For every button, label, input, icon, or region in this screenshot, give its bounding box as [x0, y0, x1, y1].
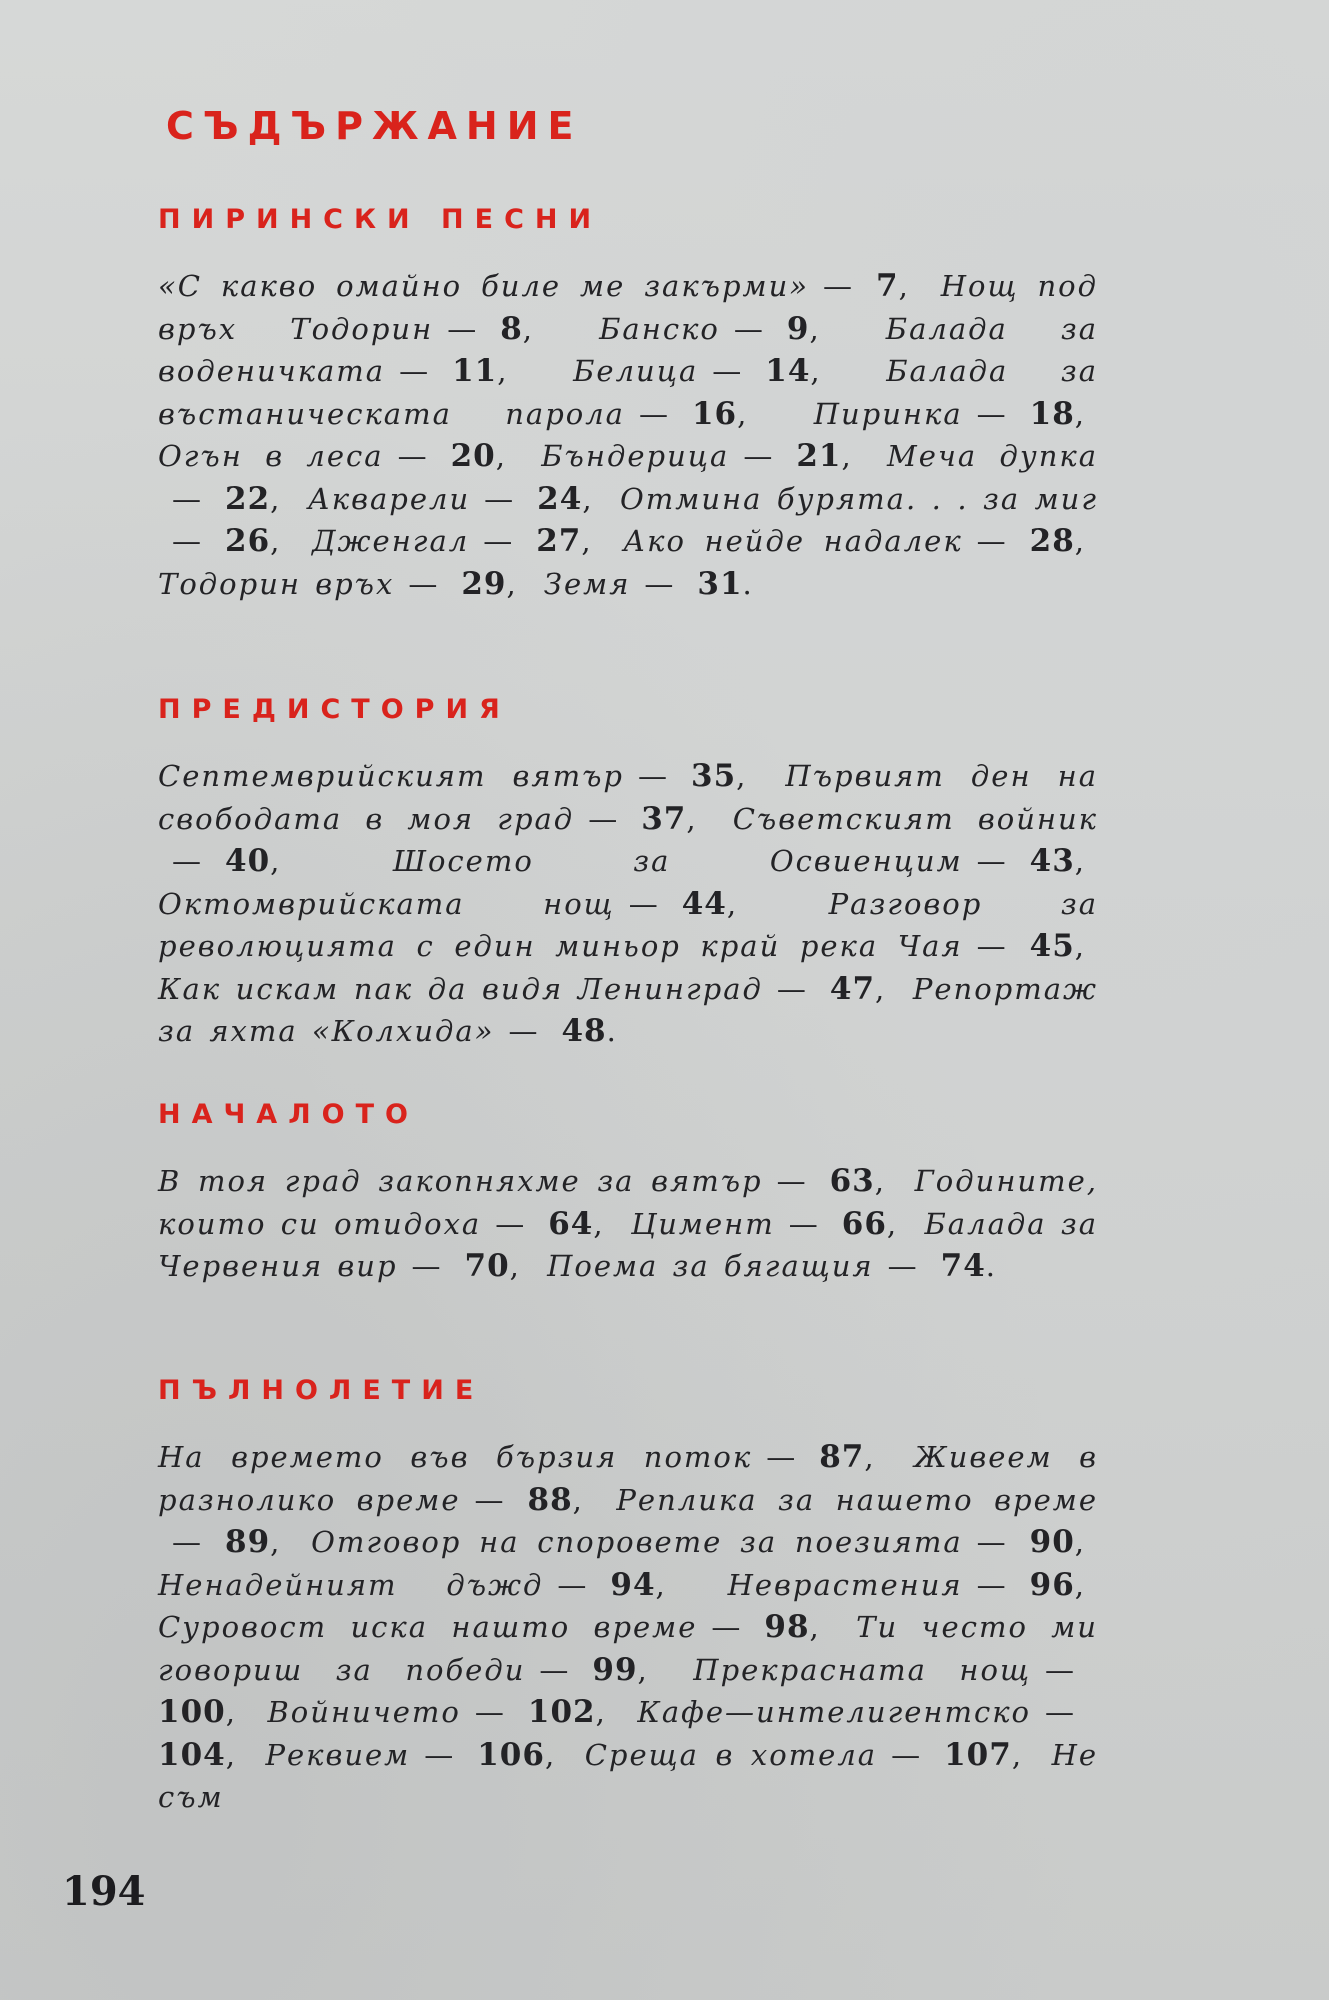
entry-separator: ,	[270, 524, 282, 558]
entry-separator: ,	[864, 1440, 876, 1474]
entry-title: Разговор за революцията с един миньор край река Чая	[158, 886, 1099, 963]
entry-dash: —	[976, 1525, 1008, 1559]
entry-separator: ,	[874, 1164, 886, 1198]
entry-title: Ти често ми говориш за победи	[158, 1610, 1098, 1687]
entry-title: Ако нейде надалек	[623, 524, 963, 558]
entry-title: Живеем в разнолико време	[158, 1440, 1099, 1517]
entry-separator: ,	[270, 481, 282, 516]
entry-page-number: 63	[829, 1163, 875, 1199]
toc-entry	[393, 844, 1098, 878]
entry-dash: —	[447, 311, 479, 346]
entry-page-number: 87	[819, 1439, 865, 1475]
entry-page-number: 27	[536, 523, 582, 559]
entry-title: Дженгал	[311, 524, 470, 558]
entry-separator: ,	[270, 844, 282, 878]
entry-title: Цимент	[630, 1206, 775, 1241]
entry-page-number: 104	[158, 1736, 226, 1773]
entry-title: Съветският войник	[732, 801, 1098, 836]
entry-separator: ,	[736, 759, 748, 793]
toc-entry	[308, 482, 606, 516]
entry-separator: ,	[1074, 1567, 1086, 1602]
toc-entry	[158, 887, 750, 921]
entry-dash: —	[424, 1737, 456, 1772]
entry-title: Как искам пак да видя Ленинград	[158, 971, 763, 1006]
entry-title: Балада за воденичката	[158, 311, 1098, 388]
entry-page-number: 9	[786, 310, 810, 347]
section-nachaloto	[158, 1099, 1098, 1288]
entry-dash: —	[539, 1652, 571, 1687]
entry-page-number: 89	[225, 1524, 271, 1560]
entry-separator: ,	[809, 311, 821, 346]
entry-page-number: 31	[697, 565, 743, 602]
entry-separator: ,	[810, 354, 822, 388]
entry-page-number: 28	[1029, 523, 1075, 559]
entry-dash: —	[823, 269, 854, 303]
entry-dash: —	[408, 566, 440, 601]
entry-dash: —	[733, 311, 765, 346]
entry-separator: ,	[225, 1695, 237, 1729]
entry-separator: ,	[581, 524, 593, 558]
entry-page-number: 20	[450, 438, 496, 474]
entry-separator: ,	[582, 481, 594, 516]
entry-page-number: 45	[1029, 928, 1075, 964]
entry-separator: ,	[1074, 844, 1087, 878]
toc-entry	[158, 1164, 898, 1198]
toc-entry	[268, 1695, 619, 1729]
toc-entry	[547, 1249, 1009, 1283]
entry-separator: ,	[572, 1482, 584, 1517]
entry-separator: ,	[809, 1610, 821, 1644]
entry-separator: ,	[1074, 929, 1086, 963]
toc-entry	[599, 312, 833, 346]
toc-entry	[265, 1738, 568, 1772]
entry-dash: —	[411, 1249, 443, 1283]
entry-separator: ,	[593, 1206, 605, 1241]
entry-title: «С какво омайно биле ме закърми»	[158, 269, 809, 303]
entry-dash: —	[887, 1249, 919, 1283]
entry-dash: —	[976, 844, 1008, 878]
toc-entry	[158, 567, 530, 601]
entry-separator: ,	[225, 1737, 237, 1772]
entry-separator: ,	[509, 1249, 521, 1283]
entry-page-number: 100	[158, 1694, 226, 1730]
entry-page-number: 66	[841, 1205, 887, 1242]
entry-title: Поема за бягащия	[547, 1249, 874, 1283]
entry-dash: —	[976, 1567, 1008, 1602]
entry-page-number: 64	[548, 1205, 594, 1242]
entry-dash: —	[172, 481, 203, 516]
entry-page-number: 98	[764, 1609, 810, 1645]
toc-entry	[623, 524, 1098, 558]
entry-separator: ,	[886, 1206, 899, 1241]
entry-title: Реплика за нашето време	[616, 1482, 1098, 1517]
toc-entry	[585, 1738, 1035, 1772]
entry-title: Прекрасната нощ	[693, 1652, 1032, 1687]
entry-separator: .	[606, 1014, 618, 1048]
section-heading: ПЪЛНОЛЕТИЕ	[158, 1375, 485, 1406]
entry-dash: —	[628, 886, 660, 921]
entry-separator: ,	[637, 1652, 649, 1687]
section-entries	[158, 1436, 1098, 1819]
entry-title: Белица	[573, 354, 699, 388]
entry-dash: —	[638, 396, 670, 431]
entry-page-number: 29	[461, 565, 507, 602]
entry-page-number: 18	[1029, 395, 1075, 432]
entry-dash: —	[776, 971, 808, 1006]
entry-page-number: 26	[225, 523, 271, 559]
entry-dash: —	[644, 566, 676, 601]
entry-title: На времето във бързия поток	[158, 1440, 753, 1474]
entry-dash: —	[557, 1567, 589, 1602]
entry-page-number: 74	[940, 1248, 986, 1284]
entry-title: В тоя град закопняхме за вятър	[158, 1164, 763, 1198]
entry-page-number: 70	[464, 1248, 510, 1284]
section-heading: НАЧАЛОТО	[158, 1099, 419, 1130]
entry-title: Суровост иска нашто време	[158, 1610, 698, 1644]
toc-entry	[814, 397, 1098, 431]
entry-title: Неврастения	[727, 1567, 963, 1602]
entry-separator: ,	[506, 566, 518, 601]
entry-title: Войничето	[267, 1695, 461, 1729]
entry-page-number: 24	[537, 480, 583, 517]
entry-page-number: 88	[527, 1481, 573, 1518]
toc-entry	[312, 524, 605, 558]
entry-separator: ,	[726, 886, 739, 921]
toc-entry	[158, 759, 759, 793]
entry-separator: ,	[875, 971, 887, 1006]
entry-title: Шосето за Освиенцим	[392, 844, 963, 878]
toc-entry	[544, 567, 766, 601]
entry-title: Октомврийската нощ	[158, 886, 615, 921]
entry-title: Тодорин връх	[158, 566, 395, 601]
entry-page-number: 48	[561, 1013, 607, 1049]
toc-entry	[158, 439, 519, 473]
entry-dash: —	[976, 929, 1008, 963]
entry-dash: —	[1045, 1652, 1077, 1687]
entry-dash: —	[712, 354, 744, 388]
entry-page-number: 44	[681, 885, 727, 922]
entry-separator: ,	[522, 311, 535, 346]
entry-title: Балада за Червения вир	[158, 1206, 1099, 1283]
section-entries	[158, 755, 1098, 1053]
entry-dash: —	[638, 759, 669, 793]
section-palnoletie	[158, 1375, 1098, 1819]
entry-page-number: 35	[691, 758, 737, 794]
entry-dash: —	[495, 1206, 527, 1241]
entry-dash: —	[172, 1525, 203, 1559]
entry-page-number: 7	[876, 268, 899, 304]
entry-separator: .	[985, 1249, 997, 1283]
entry-page-number: 90	[1029, 1524, 1075, 1560]
entry-title: Балада за въстаническата парола	[158, 354, 1099, 431]
entry-title: Среща в хотела	[584, 1737, 878, 1772]
entry-page-number: 106	[477, 1736, 545, 1773]
entry-separator: ,	[270, 1525, 282, 1559]
entry-title: Земя	[543, 566, 631, 601]
toc-entry	[158, 1610, 833, 1644]
entry-title: Отмина бурята. . . за миг	[620, 481, 1099, 516]
entry-dash: —	[172, 524, 203, 558]
entry-page-number: 21	[796, 438, 842, 474]
entry-separator: ,	[1011, 1737, 1024, 1772]
entry-title: Кафе—интелигентско	[637, 1695, 1032, 1729]
toc-entry	[728, 1568, 1098, 1602]
entry-separator: ,	[1074, 1525, 1086, 1559]
toc-entry	[573, 354, 834, 388]
entry-title: Акварели	[307, 481, 471, 516]
entry-separator: ,	[595, 1695, 607, 1729]
entry-separator: .	[742, 566, 754, 601]
toc-entry	[158, 1440, 888, 1474]
entry-page-number: 22	[225, 480, 271, 517]
entry-dash: —	[172, 844, 203, 878]
entry-dash: —	[766, 1440, 798, 1474]
entry-separator: ,	[497, 354, 509, 388]
page-number: 194	[62, 1868, 146, 1915]
toc-entry	[158, 269, 922, 303]
entry-page-number: 96	[1029, 1566, 1075, 1603]
entry-page-number: 8	[500, 310, 523, 347]
entry-separator: ,	[898, 269, 910, 303]
entry-title: Мечa дупка	[887, 439, 1098, 473]
entry-dash: —	[474, 1695, 506, 1729]
entry-separator: ,	[495, 439, 507, 473]
entry-title: Репортаж за яхта «Колхида»	[158, 971, 1098, 1048]
entry-dash: —	[484, 481, 516, 516]
section-predistoriya	[158, 694, 1098, 1053]
entry-separator: ,	[737, 396, 749, 431]
entry-page-number: 99	[592, 1651, 638, 1688]
entry-page-number: 94	[610, 1566, 656, 1603]
entry-page-number: 47	[829, 970, 876, 1007]
entry-page-number: 37	[641, 800, 687, 837]
entry-dash: —	[891, 1737, 923, 1772]
entry-separator: ,	[1074, 524, 1087, 558]
entry-page-number: 107	[944, 1736, 1012, 1773]
entry-dash: —	[508, 1014, 540, 1048]
entry-page-number: 16	[691, 395, 738, 432]
entry-title: Годините, които си отидоха	[158, 1164, 1098, 1241]
entry-title: Отговор на споровете за поезията	[311, 1525, 963, 1559]
entry-page-number: 11	[452, 353, 498, 389]
entry-title: Ненадейният дъжд	[158, 1567, 544, 1602]
entry-dash: —	[776, 1164, 808, 1198]
entry-separator: ,	[544, 1737, 557, 1772]
entry-dash: —	[1045, 1695, 1077, 1729]
entry-dash: —	[711, 1610, 743, 1644]
toc-entry	[631, 1207, 910, 1241]
entry-dash: —	[588, 801, 620, 836]
entry-page-number: 40	[225, 843, 271, 879]
entry-title: Не съм	[158, 1737, 1099, 1814]
entry-page-number: 14	[765, 353, 811, 389]
entry-dash: —	[976, 524, 1008, 558]
entry-title: Септемврийският вятър	[158, 759, 624, 793]
entry-title: Бъндерица	[541, 439, 730, 473]
entry-page-number: 102	[527, 1694, 596, 1730]
entry-dash: —	[483, 524, 515, 558]
entry-title: Пиринка	[813, 396, 963, 431]
toc-entry	[541, 439, 864, 473]
entry-title: Нощ под връх Тодорин	[158, 269, 1099, 346]
entry-title: Реквием	[265, 1737, 411, 1772]
section-heading: ПИРИНСКИ ПЕСНИ	[158, 204, 603, 235]
section-entries	[158, 1160, 1098, 1288]
entry-dash: —	[976, 396, 1008, 431]
entry-separator: ,	[841, 439, 853, 473]
contents-title: СЪДЪРЖАНИЕ	[166, 104, 583, 148]
toc-entry	[311, 1525, 1098, 1559]
section-entries	[158, 265, 1098, 605]
entry-title: Първият ден на свободата в моя град	[158, 759, 1098, 836]
toc-entry	[158, 1568, 679, 1602]
entry-dash: —	[397, 439, 429, 473]
entry-dash: —	[743, 439, 775, 473]
entry-page-number: 43	[1029, 843, 1075, 879]
entry-separator: ,	[1074, 396, 1086, 431]
section-heading: ПРЕДИСТОРИЯ	[158, 694, 511, 725]
entry-title: Банско	[599, 311, 720, 346]
entry-dash: —	[788, 1206, 820, 1241]
entry-title: Огън в леса	[158, 439, 384, 473]
section-pirinski-pesni	[158, 204, 1098, 605]
entry-dash: —	[474, 1482, 506, 1517]
toc-entry	[158, 972, 898, 1006]
entry-dash: —	[399, 354, 431, 388]
entry-separator: ,	[655, 1567, 667, 1602]
entry-separator: ,	[686, 801, 698, 836]
